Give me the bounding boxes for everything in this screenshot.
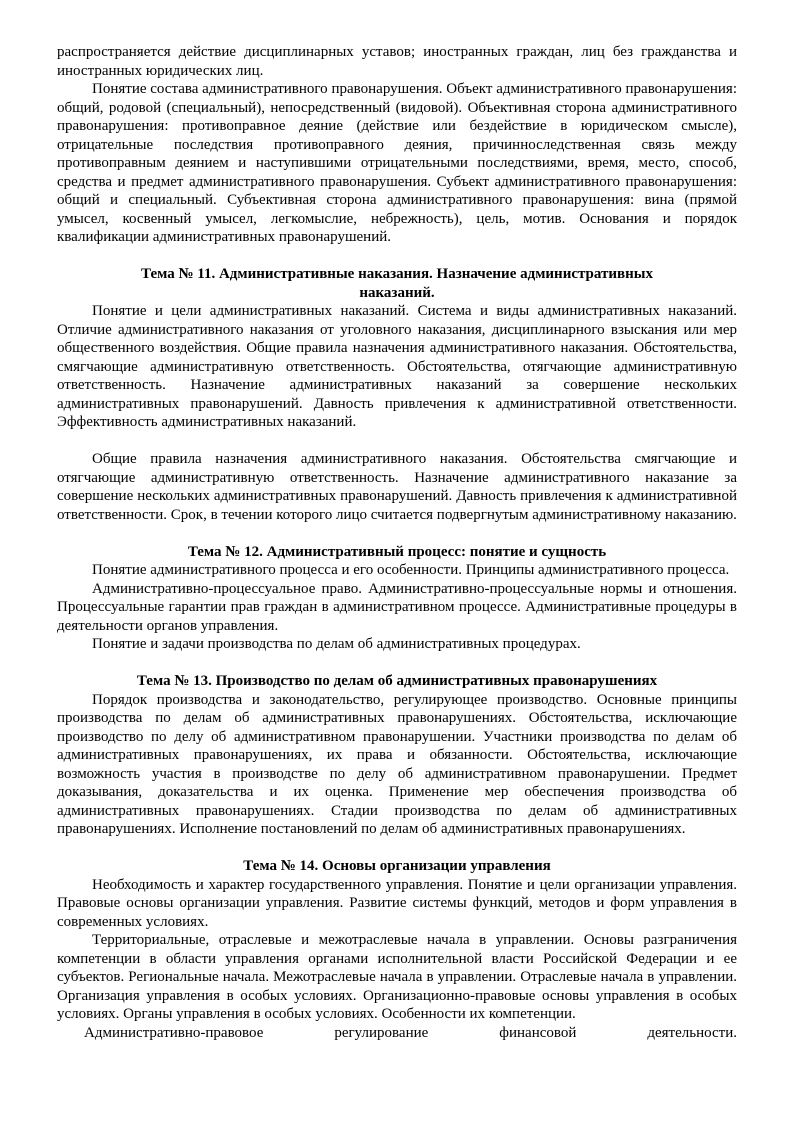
heading-tema-12-line1: Тема № 12. Административный процесс: понятие и сущность: [187, 543, 607, 560]
paragraph-tema-11-rules: Общие правила назначения административного наказания. Обстоятельства смягчающие и отягчающие административную ответственность. Назначение административного наказание за совершение нескольких административных правонарушений. Давность привлечения к административной ответственности. Срок, в течении которого лицо считается подвергнутым административному наказанию.: [57, 451, 737, 523]
paragraph-tema-13-main: Порядок производства и законодательство, регулирующее производство. Основные принципы производства по делам об административных правонарушениях. Обстоятельства, исключающие производство по делу об административном правонарушении. Участники производства по делам об административных правонарушениях, их права и обязанности. Обстоятельства, исключающие возможность участия в производстве по делу об административном правонарушении. Предмет доказывания, доказательства и их оценка. Применение мер обеспечения производства об административных правонарушениях. Стадии производства по делам об административных правонарушениях. Исполнение постановлений по делам об административных правонарушениях.: [57, 691, 737, 837]
heading-tema-14-line1: Тема № 14. Основы организации управления: [243, 858, 551, 874]
paragraph-tema-12-intro: Понятие административного процесса и его особенности. Принципы административного процесса.: [92, 562, 730, 578]
paragraph-offense-elements: Понятие состава административного правонарушения. Объект административного правонарушения: общий, родовой (специальный), непосредственный (видовой). Объективная сторона административного правонарушения: противоправное деяние (действие или бездействие в юридическом смысле), отрицательные последствия противоправного деяния, причинноследственная связь между противоправным деянием и наступившими отрицательными последствиями, время, место, способ, средства и предмет административного правонарушения. Субъект административного правонарушения: общий и специальный. Субъективная сторона административного правонарушения: вина (прямой умысел, косвенный умысел, легкомыслие, небрежность), цель, мотив. Основания и порядок квалификации административных правонарушений.: [57, 81, 737, 245]
paragraph-tema-14-intro: Необходимость и характер государственного управления. Понятие и цели организации управления. Правовые основы организации управления. Развитие системы функций, методов и форм управления в современных условиях.: [57, 876, 737, 930]
heading-tema-11-line1: Тема № 11. Административные наказания. Назначение административных: [141, 266, 653, 282]
heading-tema-13-line1: Тема № 13. Производство по делам об административных правонарушениях: [136, 673, 658, 689]
paragraph-financial-regulation: Административно-правовое регулирование финансовой деятельности.: [84, 1024, 737, 1041]
heading-tema-11-line2: наказаний.: [359, 284, 435, 301]
heading-tema-14: [57, 857, 737, 876]
paragraph-tema-12-procedures: Понятие и задачи производства по делам об административных процедурах.: [92, 636, 581, 652]
heading-tema-13: [57, 672, 737, 691]
paragraph-continuation: распространяется действие дисциплинарных уставов; иностранных граждан, лиц без гражданства и иностранных юридических лиц.: [57, 44, 737, 79]
paragraph-tema-14-territorial: Территориальные, отраслевые и межотраслевые начала в управлении. Основы разграничения компетенции в области управления органами исполнительной власти Российской Федерации и ее субъектов. Региональные начала. Межотраслевые начала в управлении. Отраслевые начала в управлении. Организация управления в особых условиях. Организационно-правовые основы управления в особых условиях. Органы управления в особых условиях. Особенности их компетенции.: [57, 932, 737, 1022]
paragraph-tema-12-process-law: Административно-процессуальное право. Административно-процессуальные нормы и отношения. Процессуальные гарантии прав граждан в административном процессе. Административные процедуры в деятельности органов управления.: [57, 580, 737, 634]
paragraph-tema-11-main: Понятие и цели административных наказаний. Система и виды административных наказаний. Отличие административного наказания от уголовного наказания, дисциплинарного взыскания или мер общественного воздействия. Общие правила назначения административного наказания. Обстоятельства, смягчающие административную ответственность. Обстоятельства, отягчающие административную ответственность. Назначение административных наказаний за совершение нескольких административных правонарушений. Давность привлечения к административной ответственности. Эффективность административных наказаний.: [57, 303, 737, 430]
heading-tema-12: [57, 543, 737, 562]
heading-tema-11: [57, 265, 737, 302]
